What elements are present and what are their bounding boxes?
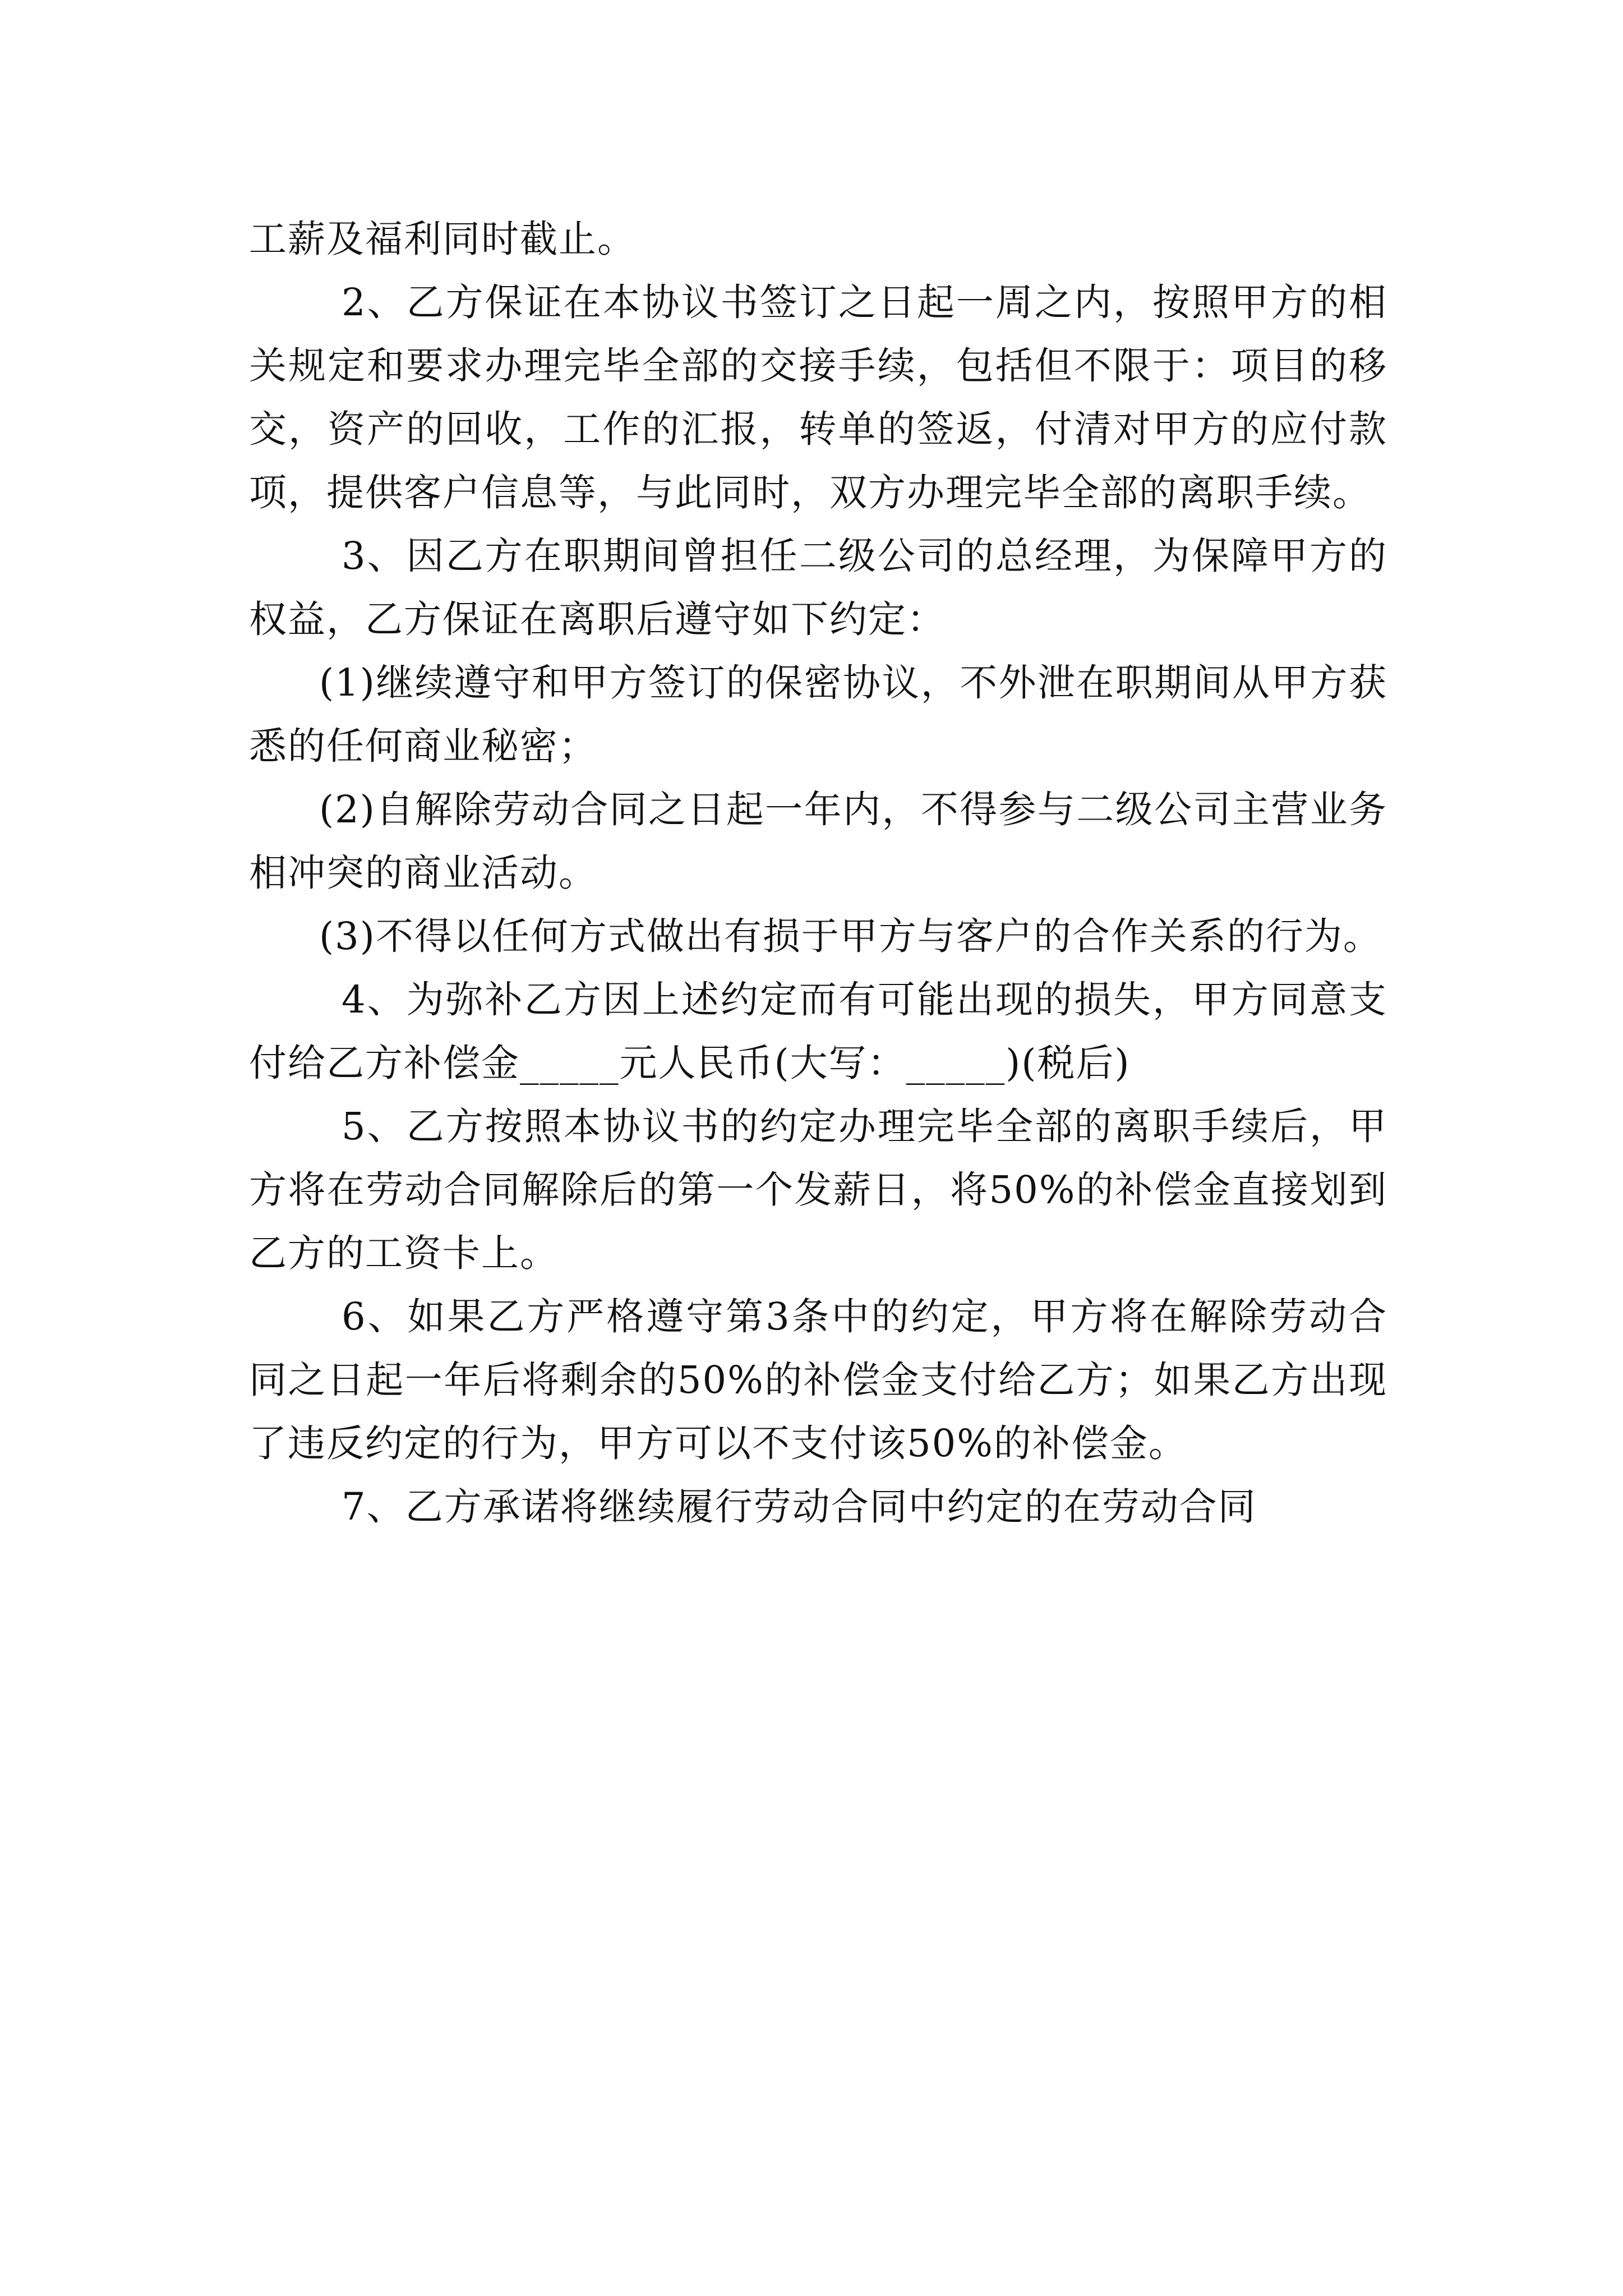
paragraph-continuation: 工薪及福利同时截止。 [249,217,636,261]
clause-3-item-2: (2)自解除劳动合同之日起一年内，不得参与二级公司主营业务相冲突的商业活动。 [249,788,1387,895]
clause-3-item-3: (3)不得以任何方式做出有损于甲方与客户的合作关系的行为。 [319,914,1382,958]
clause-5: 5、乙方按照本协议书的约定办理完毕全部的离职手续后，甲方将在劳动合同解除后的第一个发薪日，将50%的补偿金直接划到乙方的工资卡上。 [249,1105,1387,1275]
clause-6: 6、如果乙方严格遵守第3条中的约定，甲方将在解除劳动合同之日起一年后将剩余的50%的补偿金支付给乙方；如果乙方出现了违反约定的行为，甲方可以不支付该50%的补偿金。 [249,1295,1387,1465]
clause-4: 4、为弥补乙方因上述约定而有可能出现的损失，甲方同意支付给乙方补偿金_____元人民币(大写：_____)(税后) [249,978,1387,1085]
clause-3-item-1: (1)继续遵守和甲方签订的保密协议，不外泄在职期间从甲方获悉的任何商业秘密； [249,661,1387,768]
clause-3: 3、因乙方在职期间曾担任二级公司的总经理，为保障甲方的权益，乙方保证在离职后遵守如下约定： [249,534,1387,641]
document-body [249,208,1387,1539]
clause-7: 7、乙方承诺将继续履行劳动合同中约定的在劳动合同 [342,1485,1257,1529]
clause-2: 2、乙方保证在本协议书签订之日起一周之内，按照甲方的相关规定和要求办理完毕全部的交接手续，包括但不限于：项目的移交，资产的回收，工作的汇报，转单的签返，付清对甲方的应付款项，提供客户信息等，与此同时，双方办理完毕全部的离职手续。 [249,280,1387,514]
